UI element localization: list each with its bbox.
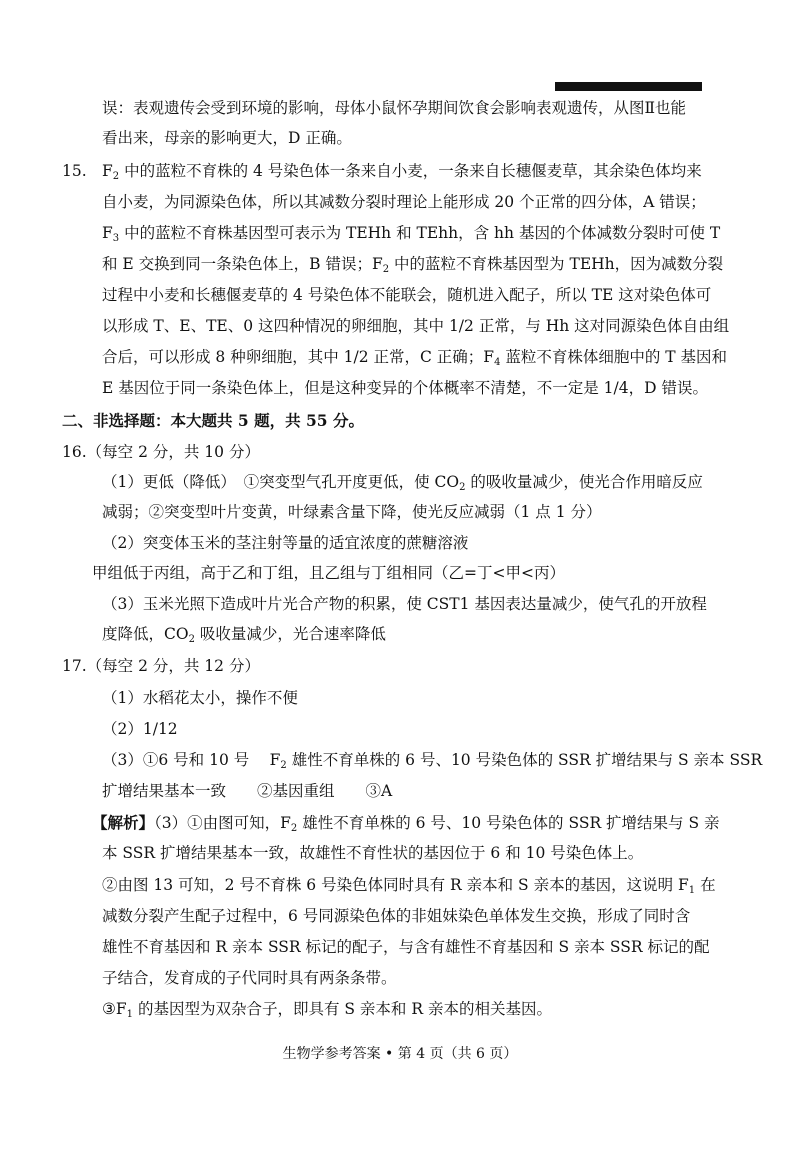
q17-answer-2: （2）1/12	[102, 720, 178, 738]
q14-text-line-2: 看出来，母亲的影响更大，D 正确。	[102, 129, 352, 147]
q16-answer-2: （2）突变体玉米的茎注射等量的适宜浓度的蔗糖溶液	[102, 534, 469, 552]
q17-answer-3: （3）①6 号和 10 号 $F_2$ 雄性不育单株的 6 号、10 号染色体的 SSR 扩增结果与 S 亲本 SSR	[102, 751, 763, 771]
q15-text-line-2: 自小麦，为同源染色体，所以其减数分裂时理论上能形成 20 个正常的四分体，A 错误；	[102, 193, 706, 211]
q17-analysis-line-1: 【解析】（3）①由图可知，$F_2$ 雄性不育单株的 6 号、10 号染色体的 SSR 扩增结果与 S 亲	[92, 813, 720, 834]
q15-text-line-8: E 基因位于同一条染色体上，但是这种变异的个体概率不清楚，不一定是 1/4，D 错误。	[102, 379, 708, 397]
q16-answer-3: （3）玉米光照下造成叶片光合产物的积累，使 CST1 基因表达量减少，使气孔的开放程	[102, 595, 707, 613]
q17-analysis-line-4: 减数分裂产生配子过程中，6 号同源染色体的非姐妹染色单体发生交换，形成了同时含	[102, 907, 691, 925]
q15-text-line-1: $F_2$ 中的蓝粒不育株的 4 号染色体一条来自小麦，一条来自长穗偃麦草，其余染色体均来	[102, 162, 702, 182]
q17-analysis-line-3: ②由图 13 可知，2 号不育株 6 号染色体同时具有 R 亲本和 S 亲本的基因，这说明 $F_1$ 在	[102, 876, 716, 896]
q15-text-line-3: $F_3$ 中的蓝粒不育株基因型可表示为 TEHh 和 TEhh，含 hh 基因的个体减数分裂时可使 T	[102, 224, 721, 244]
q16-answer-1-cont: 减弱；②突变型叶片变黄，叶绿素含量下降，使光反应减弱（1 点 1 分）	[102, 503, 602, 521]
q16-answer-3-cont: 度降低，$CO_2$ 吸收量减少，光合速率降低	[102, 625, 386, 645]
q16-answer-1: （1）更低（降低） ①突变型气孔开度更低，使 $CO_2$ 的吸收量减少，使光合作用暗反应	[102, 473, 703, 493]
q17-analysis-line-6: 子结合，发育成的子代同时具有两条条带。	[102, 969, 397, 987]
q16-answer-2-result: 甲组低于丙组，高于乙和丁组，且乙组与丁组相同（乙=丁<甲<丙）	[92, 564, 565, 582]
header-decorative-bar	[555, 82, 702, 91]
section-2-heading: 二、非选择题：本大题共 5 题，共 55 分。	[62, 411, 364, 430]
q17-analysis-line-7: $③F_1$ 的基因型为双杂合子，即具有 S 亲本和 R 亲本的相关基因。	[102, 1000, 552, 1020]
analysis-label: 【解析】	[92, 813, 155, 832]
q15-text-line-4: 和 E 交换到同一条染色体上，B 错误；$F_2$ 中的蓝粒不育株基因型为 TEHh，因为减数分裂	[102, 255, 724, 275]
q15-text-line-5: 过程中小麦和长穗偃麦草的 4 号染色体不能联会，随机进入配子，所以 TE 这对染色体可	[102, 286, 712, 304]
q17-analysis-line-2: 本 SSR 扩增结果基本一致，故雄性不育性状的基因位于 6 和 10 号染色体上。	[102, 844, 644, 862]
q15-text-line-7: 合后，可以形成 8 种卵细胞，其中 1/2 正常，C 正确；$F_4$ 蓝粒不育株体细胞中的 T 基因和	[102, 348, 728, 368]
page-footer: 生物学参考答案 • 第 4 页（共 6 页）	[282, 1046, 518, 1062]
q14-text-line-1: 误：表观遗传会受到环境的影响，母体小鼠怀孕期间饮食会影响表观遗传，从图Ⅱ也能	[102, 99, 687, 117]
q15-text-line-6: 以形成 T、E、TE、0 这四种情况的卵细胞，其中 1/2 正常，与 Hh 这对同源染色体自由组	[102, 317, 730, 335]
q17-analysis-line-5: 雄性不育基因和 R 亲本 SSR 标记的配子，与含有雄性不育基因和 S 亲本 SSR 标记的配	[102, 938, 710, 956]
q17-heading: 17.（每空 2 分，共 12 分）	[62, 657, 260, 675]
q15-number: 15.	[62, 162, 87, 180]
q16-heading: 16.（每空 2 分，共 10 分）	[62, 443, 260, 461]
q17-answer-1: （1）水稻花太小，操作不便	[102, 689, 298, 707]
q17-answer-3-cont: 扩增结果基本一致 ②基因重组 ③A	[102, 782, 393, 800]
